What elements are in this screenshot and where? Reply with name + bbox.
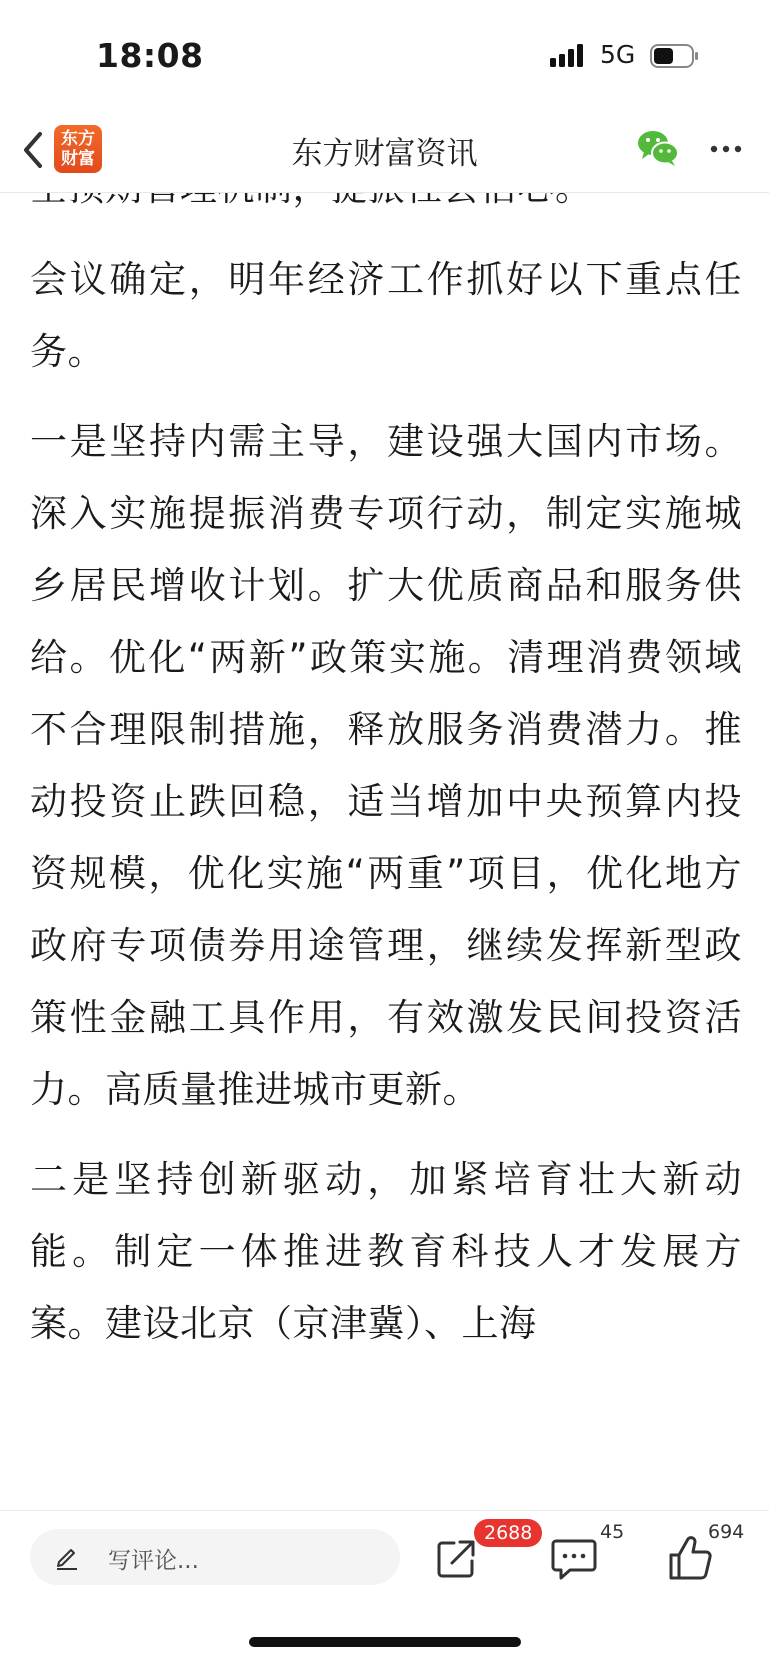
article-paragraph: 一是坚持内需主导，建设强大国内市场。深入实施提振消费专项行动，制定实施城乡居民增收计划。扩大优质商品和服务供给。优化“两新”政策实施。清理消费领域不合理限制措施，释放服务消费潜力。推动投资止跌回稳，适当增加中央预算内投资规模，优化实施“两重”项目，优化地方政府专项债券用途管理，继续发挥新型政策性金融工具作用，有效激发民间投资活力。高质量推进城市更新。 (30, 420, 742, 1111)
back-arrow-icon[interactable] (14, 126, 54, 174)
home-indicator[interactable] (249, 1637, 521, 1647)
status-bar (0, 0, 769, 110)
comment-bubble-icon[interactable] (550, 1537, 598, 1581)
comment-count: 45 (600, 1521, 625, 1543)
comment-placeholder: 写评论... (108, 1548, 199, 1574)
like-count: 694 (708, 1521, 745, 1543)
status-time: 18:08 (96, 36, 204, 75)
wechat-icon[interactable] (636, 128, 680, 168)
share-count-badge: 2688 (474, 1519, 542, 1547)
pencil-icon (54, 1543, 80, 1571)
page-title: 东方财富资讯 (291, 136, 478, 172)
network-type: 5G (600, 40, 636, 69)
nav-bar (0, 110, 769, 193)
more-icon[interactable] (706, 132, 746, 166)
article-paragraph: 二是坚持创新驱动，加紧培育壮大新动能。制定一体推进教育科技人才发展方案。建设北京（京津冀）、上海 (30, 1158, 742, 1345)
app-logo: 东方 财富 (54, 125, 102, 173)
article-paragraph: 会议确定，明年经济工作抓好以下重点任务。 (30, 258, 742, 373)
article-body (30, 192, 742, 1510)
signal-icon (550, 44, 588, 68)
share-icon[interactable] (432, 1533, 482, 1583)
comment-input[interactable] (30, 1529, 400, 1585)
battery-icon (650, 44, 700, 68)
